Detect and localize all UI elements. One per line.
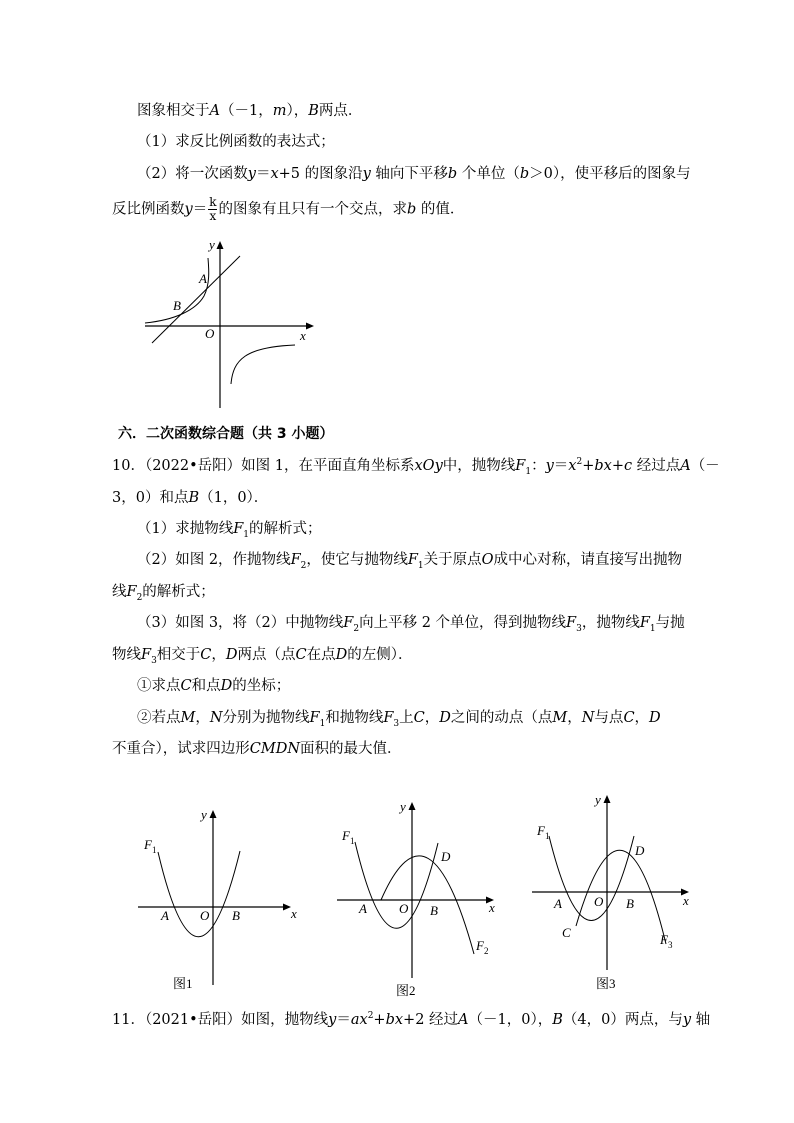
fig3-label-F1: $F_1$ [537, 823, 550, 841]
fig2-label-x: x [489, 900, 495, 915]
p10-question-3: （3）如图 3，将（2）中抛物线$F_2$向上平移 2 个单位，得到抛物线$F_3$，抛物线$F_1$与抛 [137, 615, 685, 634]
fig0-label-x: x [300, 328, 306, 343]
fig1-x-arrow [283, 904, 291, 911]
p10-sub-2-cont: 不重合），试求四边形CMDN面积的最大值． [112, 741, 402, 757]
fig3-label-O: O [594, 894, 604, 909]
figure-3 [532, 792, 689, 991]
p11-line1: 11．（2021•岳阳）如图，抛物线$y=ax^2+bx+2$ 经过A（－1，0），B（4，0）两点，与y 轴 [112, 1011, 711, 1028]
fig2-label-y: y [400, 799, 406, 814]
fraction-k-over-x: $\frac{k}{x}$ [209, 195, 217, 223]
p10-question-3-cont: 物线$F_3$相交于C，D两点（点C在点D的左侧）． [112, 647, 413, 666]
section-title: 六．二次函数综合题（共 3 小题） [118, 426, 334, 442]
fig3-label-A: A [554, 896, 562, 911]
fig2-label-B: B [430, 903, 438, 918]
fig2-label-O: O [399, 901, 409, 916]
fig1-label-B: B [232, 908, 240, 923]
fig3-label-F3: $F_3$ [660, 932, 673, 950]
fig0-label-A: A [199, 271, 207, 286]
figure-2 [337, 799, 495, 998]
p9-question-1: （1）求反比例函数的表达式； [137, 134, 335, 150]
fig1-caption: 图1 [173, 976, 193, 991]
p10-question-1: （1）求抛物线$F_1$的解析式； [137, 521, 322, 540]
fig2-label-F1: $F_1$ [342, 828, 355, 846]
fig2-parabola-F1 [355, 842, 438, 928]
fig3-y-arrow [604, 795, 611, 803]
p10-line1: 10．（2022•岳阳）如图 1，在平面直角坐标系xOy中，抛物线$F_1$：$y=x^2+bx+c$ 经过点A（－ [112, 457, 720, 477]
fig1-parabola-F1 [158, 851, 240, 937]
fig2-label-F2: $F_2$ [476, 938, 489, 956]
p10-sub-1: ①求点C和点D的坐标； [137, 678, 291, 694]
fig3-label-x: x [683, 893, 689, 908]
fig1-label-F: $F_1$ [144, 837, 157, 855]
fig2-label-A: A [359, 901, 367, 916]
fig1-label-y: y [201, 807, 207, 822]
fig3-label-B: B [626, 896, 634, 911]
fig0-label-y: y [209, 237, 215, 252]
p9-question-2: （2）将一次函数y＝x+5 的图象沿y 轴向下平移b 个单位（b＞0），使平移后的图象与 [137, 166, 691, 182]
fig2-y-arrow [409, 802, 416, 810]
fig0-label-O: O [205, 326, 215, 341]
p9-line1: 图象相交于A（－1，m），B两点． [137, 103, 363, 119]
fig1-label-A: A [161, 908, 169, 923]
p10-question-2-cont: 线$F_2$的解析式； [112, 584, 215, 603]
p10-line2: 3，0）和点B（1，0）． [112, 490, 269, 506]
p10-sub-2: ②若点M，N分别为抛物线$F_1$和抛物线$F_3$上C，D之间的动点（点M，N与点C，D [137, 710, 661, 729]
fig3-label-C: C [562, 925, 571, 940]
figure-1 [138, 807, 297, 991]
fig3-caption: 图3 [596, 976, 616, 991]
fig1-label-O: O [200, 908, 210, 923]
fig2-label-D: D [441, 849, 451, 864]
p10-question-2: （2）如图 2，作抛物线$F_2$，使它与抛物线$F_1$关于原点O成中心对称，请直接写出抛物 [137, 552, 683, 571]
p9-question-2-cont: 反比例函数y＝ $\frac{k}{x}$ 的图象有且只有一个交点，求b 的值． [112, 195, 465, 223]
fig3-label-y: y [595, 792, 601, 807]
fig3-parabola-F3 [576, 850, 666, 944]
fig2-parabola-F2 [381, 856, 474, 954]
fig1-label-x: x [291, 906, 297, 921]
fig1-y-arrow [210, 810, 217, 818]
fig3-label-D: D [635, 843, 645, 858]
fig0-label-B: B [173, 298, 181, 313]
fig2-caption: 图2 [396, 983, 416, 998]
